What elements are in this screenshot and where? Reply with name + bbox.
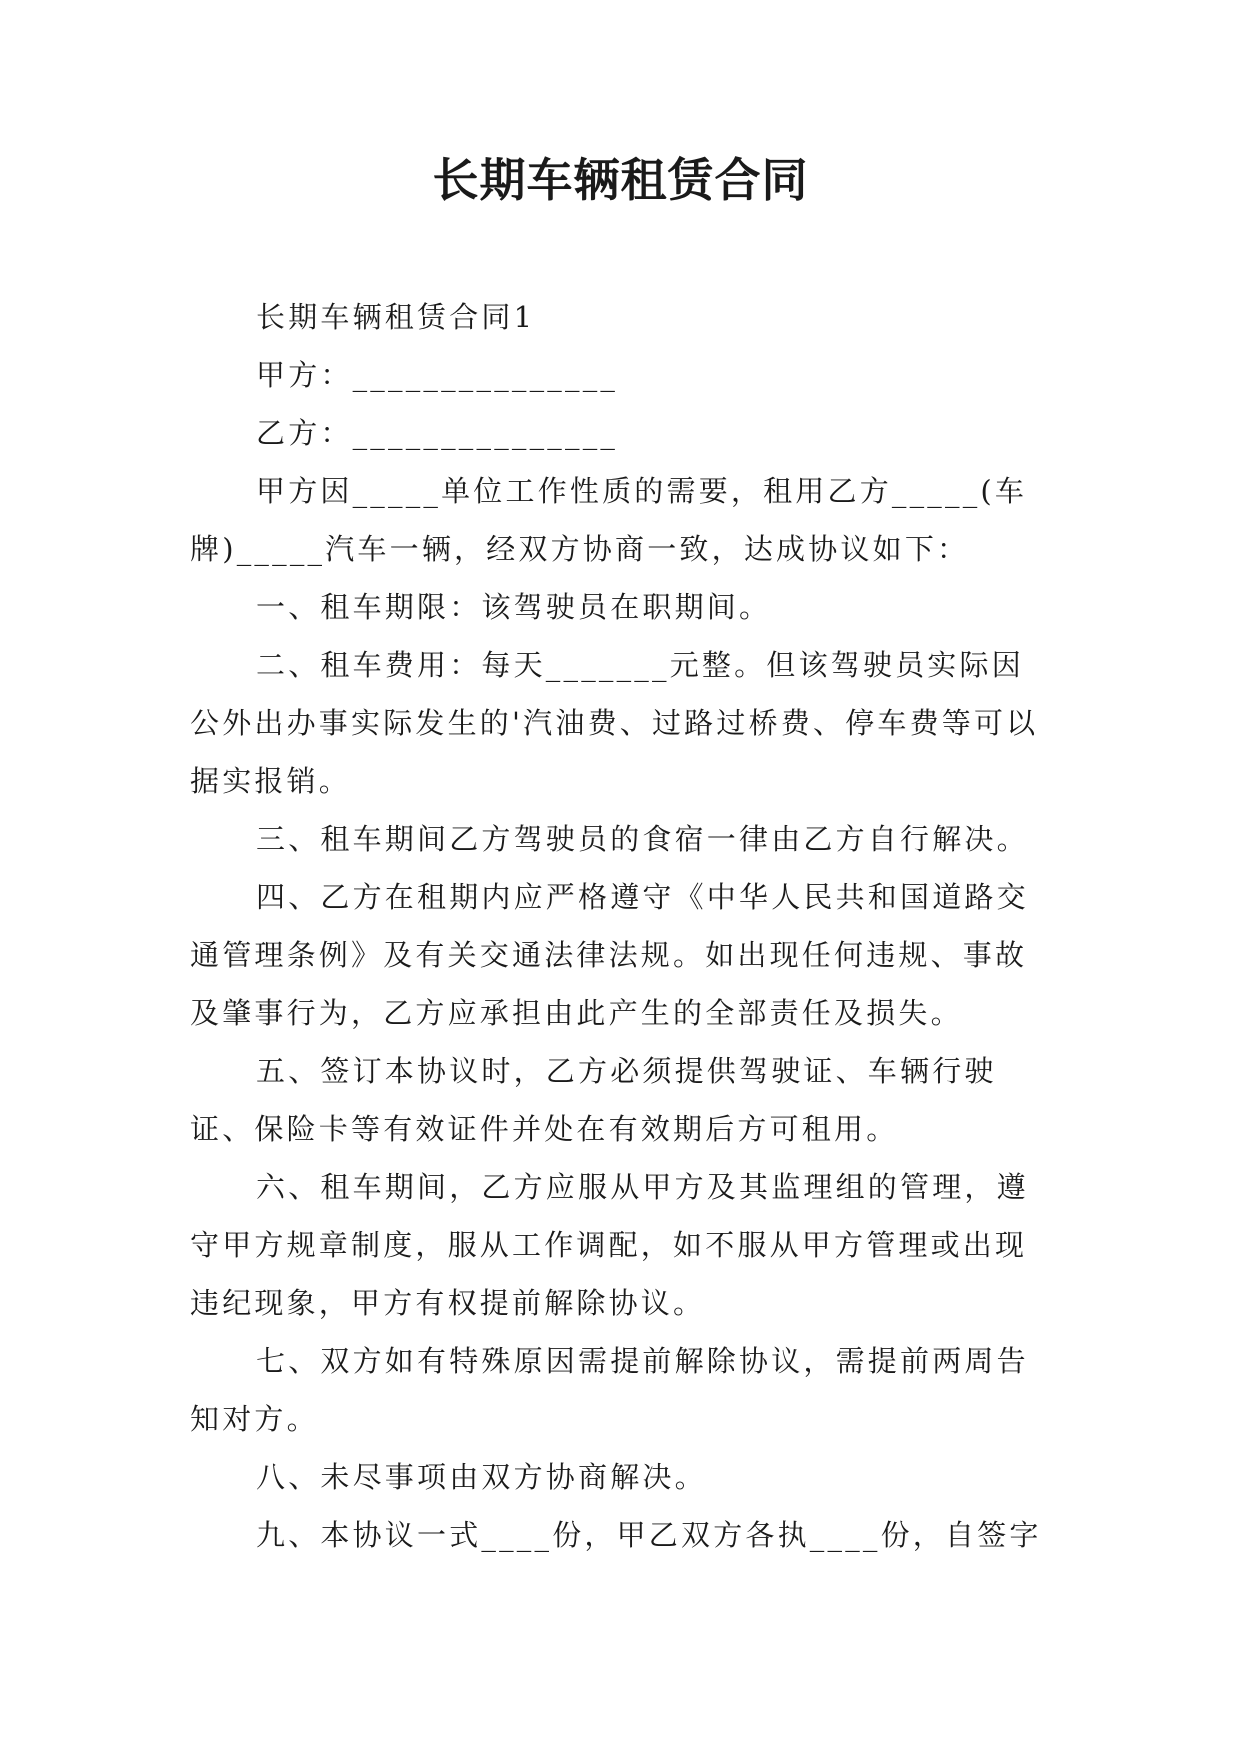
document-body xyxy=(190,288,1050,1564)
preamble-paragraph: 甲方因_____单位工作性质的需要，租用乙方_____(车牌)_____汽车一辆，经双方协商一致，达成协议如下： xyxy=(190,474,1028,566)
clause-1: 一、租车期限：该驾驶员在职期间。 xyxy=(256,590,772,624)
party-b-line: 乙方：_______________ xyxy=(256,416,619,450)
clause-4: 四、乙方在租期内应严格遵守《中华人民共和国道路交通管理条例》及有关交通法律法规。如出现任何违规、事故及肇事行为，乙方应承担由此产生的全部责任及损失。 xyxy=(190,880,1029,1030)
document-title: 长期车辆租赁合同 xyxy=(432,153,809,207)
clause-5: 五、签订本协议时，乙方必须提供驾驶证、车辆行驶证、保险卡等有效证件并处在有效期后方可租用。 xyxy=(190,1054,997,1146)
clause-9: 九、本协议一式____份，甲乙双方各执____份，自签字 xyxy=(256,1518,1042,1552)
clause-3: 三、租车期间乙方驾驶员的食宿一律由乙方自行解决。 xyxy=(256,822,1029,856)
clause-6: 六、租车期间，乙方应服从甲方及其监理组的管理，遵守甲方规章制度，服从工作调配，如不服从甲方管理或出现违纪现象，甲方有权提前解除协议。 xyxy=(190,1170,1029,1320)
clause-8: 八、未尽事项由双方协商解决。 xyxy=(256,1460,707,1494)
clause-7: 七、双方如有特殊原因需提前解除协议，需提前两周告知对方。 xyxy=(190,1344,1029,1436)
party-a-line: 甲方：_______________ xyxy=(256,358,619,392)
contract-heading: 长期车辆租赁合同1 xyxy=(256,300,536,334)
clause-2: 二、租车费用：每天_______元整。但该驾驶员实际因公外出办事实际发生的'汽油费、过路过桥费、停车费等可以据实报销。 xyxy=(190,648,1039,798)
